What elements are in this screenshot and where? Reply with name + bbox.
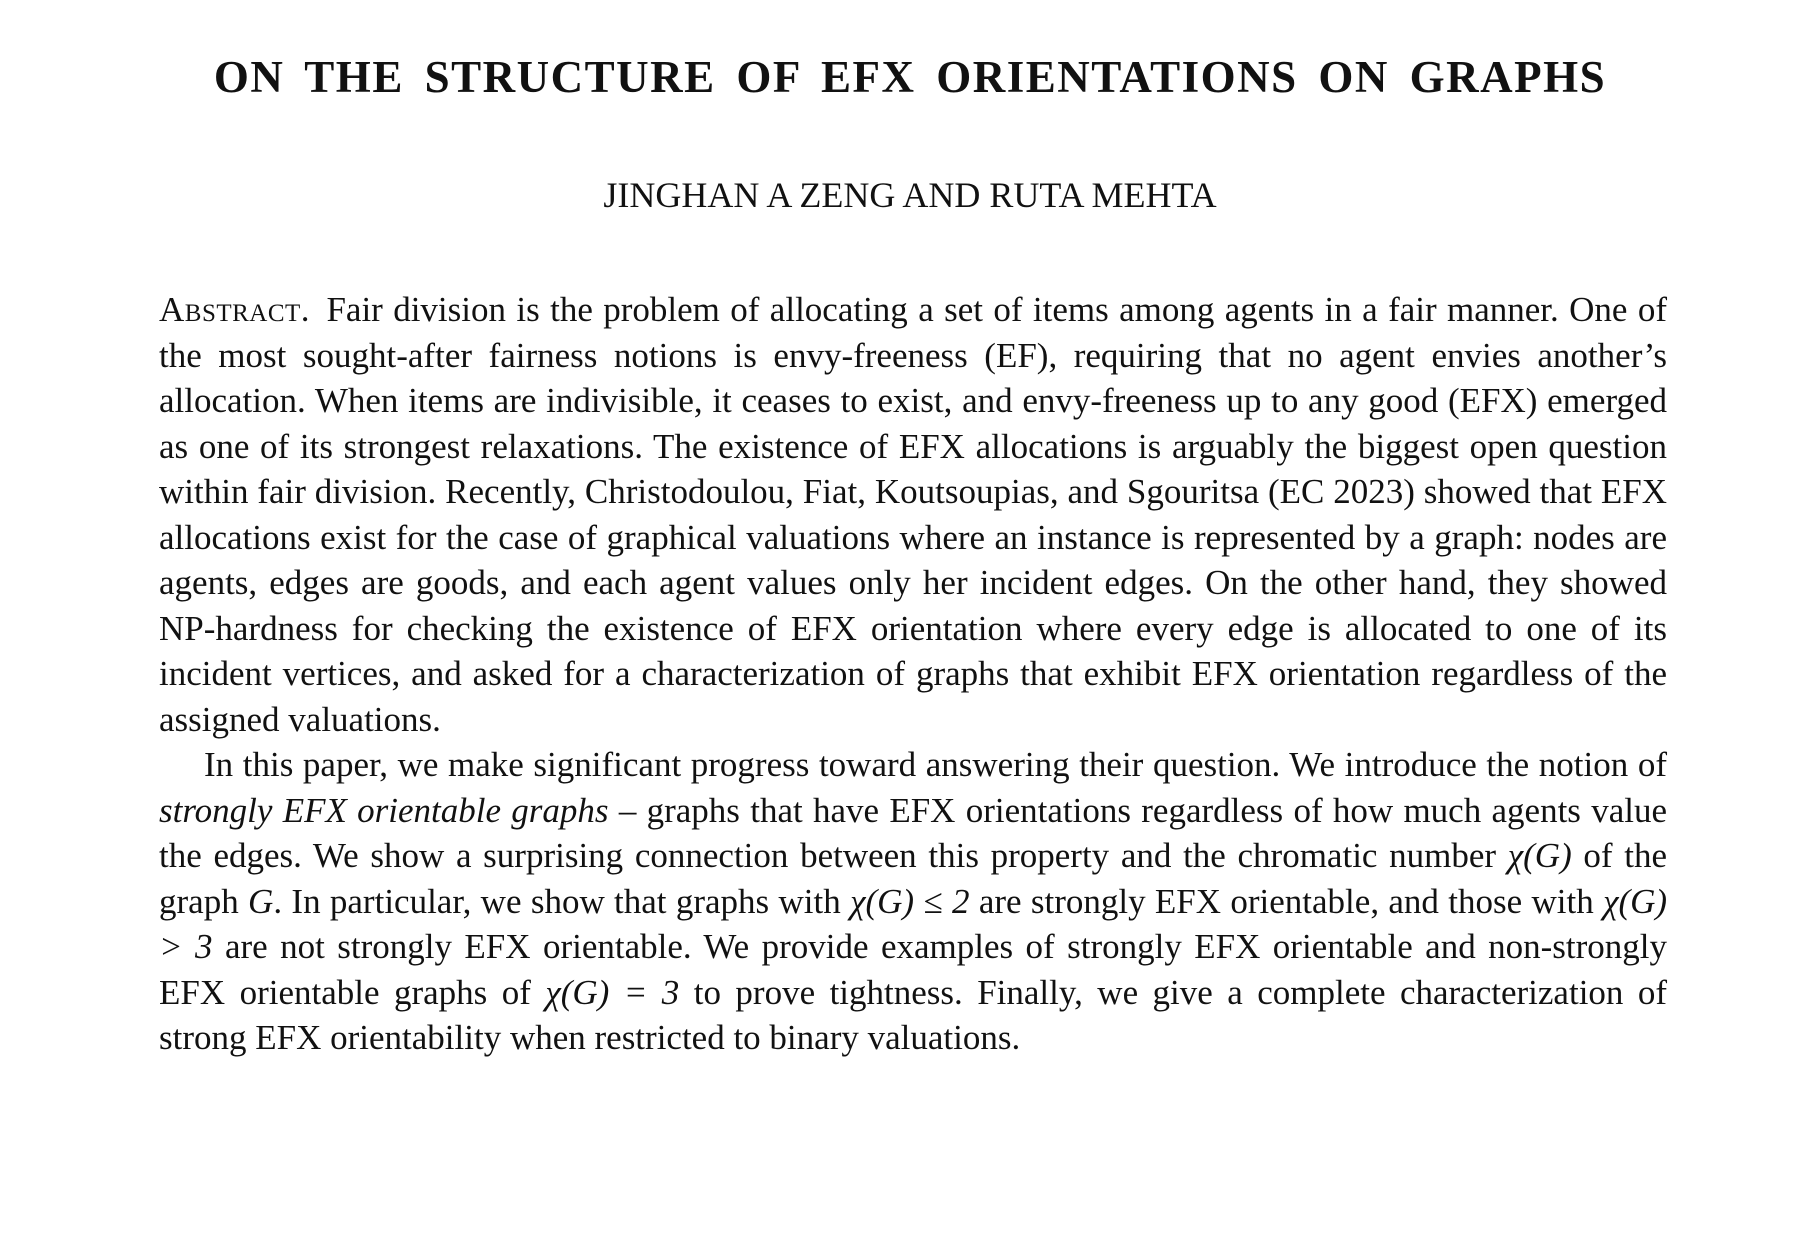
math-graph-g: G [248,881,274,921]
math-chi-gt-3: χ(G) > 3 [159,881,1668,966]
paper-title: ON THE STRUCTURE OF EFX ORIENTATIONS ON GRAPHS [213,52,1607,102]
paper-authors: JINGHAN A ZENG AND RUTA MEHTA [603,175,1217,215]
abstract-paragraph-2 [159,742,1667,1061]
math-chi-eq-3: χ(G) = 3 [545,972,680,1012]
abstract-p2-text-5: are strongly EFX orientable, and those with [978,881,1594,921]
abstract-paragraph-1-text: Fair division is the problem of allocating a set of items among agents in a fair manner. One of the most sought-after fairness notions is envy-freeness (EF), requiring that no agent envies another’s allocation. When items are indivisible, it ceases to exist, and envy-freeness up to any good (EFX) emerged as one of its strongest relaxations. The existence of EFX allocations is arguably the biggest open question within fair division. Recently, Christodoulou, Fiat, Koutsoupias, and Sgouritsa (EC 2023) showed that EFX allocations exist for the case of graphical valuations where an instance is represented by a graph: nodes are agents, edges are goods, and each agent values only her incident edges. On the other hand, they showed NP-hardness for checking the existence of EFX orientation where every edge is allocated to one of its incident vertices, and asked for a characterization of graphs that exhibit EFX orientation regardless of the assigned valuations. [159,290,1668,739]
abstract-paragraph-1 [159,287,1667,742]
abstract-p2-text-2: – graphs that have EFX orientations regardless of how much agents value the edges. We show a surprising connection between this property and the chromatic number [159,790,1667,875]
abstract-p2-emphasis: strongly EFX orientable graphs [159,790,609,830]
abstract-p2-text-1: In this paper, we make significant progress toward answering their question. We introduce the notion of [204,745,1667,784]
abstract-section [159,287,1667,1061]
math-chi-le-2: χ(G) ≤ 2 [850,881,970,921]
abstract-heading: Abstract. [159,290,311,329]
abstract-p2-text-3: of the graph [159,836,1668,921]
abstract-p2-text-6: are not strongly EFX orientable. We provide examples of strongly EFX orientable and non-strongly EFX orientable graphs of [159,927,1667,1012]
abstract-p2-text-4: . In particular, we show that graphs with [273,881,841,921]
math-chromatic-number: χ(G) [1507,836,1572,875]
abstract-p2-text-7: to prove tightness. Finally, we give a complete characterization of strong EFX orientability when restricted to binary valuations. [159,972,1668,1057]
